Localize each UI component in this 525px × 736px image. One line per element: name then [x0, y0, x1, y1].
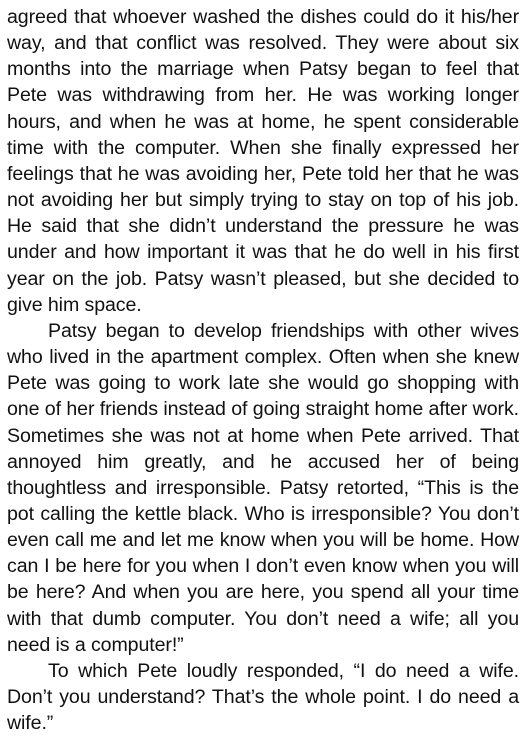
- paragraph-3: To which Pete loudly responded, “I do need a wife. Don’t you understand? That’s the whole point. I do need a wife.”: [7, 659, 519, 735]
- paragraph-1: agreed that whoever washed the dishes could do it his/her way, and that conflict was resolved. They were about six months into the marriage when Patsy began to feel that Pete was withdrawing from her. He was working longer hours, and when he was at home, he spent considerable time with the computer. When she finally expressed her feelings that he was avoiding her, Pete told her that he was not avoiding her but simply trying to stay on top of his job. He said that she didn’t understand the pressure he was under and how important it was that he do well in his first year on the job. Patsy wasn’t pleased, but she decided to give him space.: [7, 6, 519, 316]
- book-page: [7, 4, 519, 736]
- paragraph-2: Patsy began to develop friendships with other wives who lived in the apartment complex. Often when she knew Pete was going to work late she would go shopping with one of her friends instead of going straight home after work. Sometimes she was not at home when Pete arrived. That annoyed him greatly, and he accused her of being thoughtless and irresponsible. Patsy retorted, “This is the pot calling the kettle black. Who is irresponsible? You don’t even call me and let me know when you will be home. How can I be here for you when I don’t even know when you will be here? And when you are here, you spend all your time with that dumb computer. You don’t need a wife; all you need is a computer!”: [7, 319, 519, 656]
